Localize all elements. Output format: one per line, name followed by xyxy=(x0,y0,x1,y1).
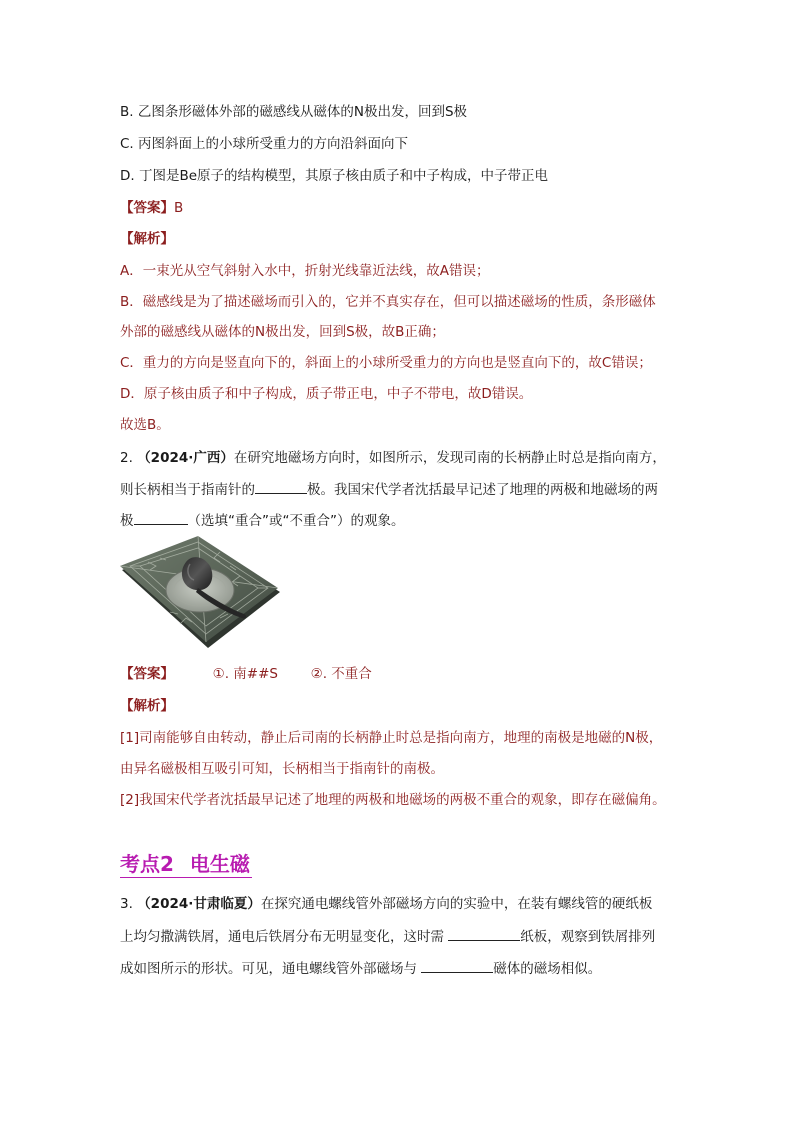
question-number: 2. xyxy=(120,450,133,466)
answer-value: B xyxy=(174,200,184,216)
answer-number-1: ①. xyxy=(212,666,229,682)
question-2-line1 xyxy=(120,448,666,468)
answer-blank-1[interactable] xyxy=(255,479,307,494)
question-number: 3. xyxy=(120,896,133,912)
question-text: 极。我国宋代学者沈括最早记述了地理的两极和地磁场的两 xyxy=(307,482,658,498)
question-text: 磁体的磁场相似。 xyxy=(493,961,602,977)
question-text: 在研究地磁场方向时，如图所示，发现司南的长柄静止时总是指向南方， xyxy=(233,450,666,466)
answer-1 xyxy=(120,198,183,218)
question-source: （2024·广西） xyxy=(137,450,234,466)
analysis-label: 【解析】 xyxy=(120,698,174,714)
answer-value-2: 不重合 xyxy=(331,666,372,682)
sinan-compass-photo xyxy=(120,532,282,650)
question-text: 极 xyxy=(120,513,134,529)
answer-blank-2[interactable] xyxy=(134,510,188,525)
question-2-line3 xyxy=(120,510,404,531)
section-label: 考点2 xyxy=(120,852,174,876)
answer-blank-2[interactable] xyxy=(421,958,493,973)
option-b: B. 乙图条形磁体外部的磁感线从磁体的N极出发，回到S极 xyxy=(120,104,468,120)
question-text: 在探究通电螺线管外部磁场方向的实验中，在装有螺线管的硬纸板 xyxy=(260,896,653,912)
option-d: D. 丁图是Be原子的结构模型，其原子核由质子和中子构成，中子带正电 xyxy=(120,168,549,184)
question-source: （2024·甘肃临夏） xyxy=(137,896,261,912)
answer-blank-1[interactable] xyxy=(448,926,520,941)
question-text: （选填“重合”或“不重合”）的观象。 xyxy=(187,513,405,529)
question-text: 上均匀撒满铁屑，通电后铁屑分布无明显变化，这时需 xyxy=(120,929,444,945)
analysis-b-line1: B．磁感线是为了描述磁场而引入的，它并不真实存在，但可以描述磁场的性质，条形磁体 xyxy=(120,294,656,310)
question-3-line2 xyxy=(120,926,655,947)
question-3-line3 xyxy=(120,958,601,979)
analysis-2-part1-line1: [1]司南能够自由转动，静止后司南的长柄静止时总是指向南方，地理的南极是地磁的N极， xyxy=(120,730,663,746)
answer-number-2: ②. xyxy=(310,666,327,682)
answer-label: 【答案】 xyxy=(120,666,174,682)
analysis-b-line2: 外部的磁感线从磁体的N极出发，回到S极，故B正确； xyxy=(120,324,445,340)
analysis-label: 【解析】 xyxy=(120,231,174,247)
question-text: 纸板，观察到铁屑排列 xyxy=(520,929,656,945)
analysis-2-part2: [2]我国宋代学者沈括最早记述了地理的两极和地磁场的两极不重合的观象，即存在磁偏角。 xyxy=(120,792,666,808)
question-2-line2 xyxy=(120,479,658,500)
analysis-conclusion: 故选B。 xyxy=(120,417,170,433)
answer-value-1: 南##S xyxy=(233,666,278,682)
analysis-c: C．重力的方向是竖直向下的，斜面上的小球所受重力的方向也是竖直向下的，故C错误； xyxy=(120,355,652,371)
analysis-2-part1-line2: 由异名磁极相互吸引可知，长柄相当于指南针的南极。 xyxy=(120,761,444,777)
section-heading xyxy=(120,851,252,878)
question-text: 成如图所示的形状。可见，通电螺线管外部磁场与 xyxy=(120,961,417,977)
question-3-line1 xyxy=(120,894,652,914)
answer-2 xyxy=(120,664,372,684)
answer-label: 【答案】 xyxy=(120,200,174,216)
analysis-a: A．一束光从空气斜射入水中，折射光线靠近法线，故A错误； xyxy=(120,263,490,279)
option-c: C. 丙图斜面上的小球所受重力的方向沿斜面向下 xyxy=(120,136,409,152)
section-title: 电生磁 xyxy=(189,852,250,876)
question-text: 则长柄相当于指南针的 xyxy=(120,482,255,498)
analysis-d: D．原子核由质子和中子构成，质子带正电，中子不带电，故D错误。 xyxy=(120,386,533,402)
